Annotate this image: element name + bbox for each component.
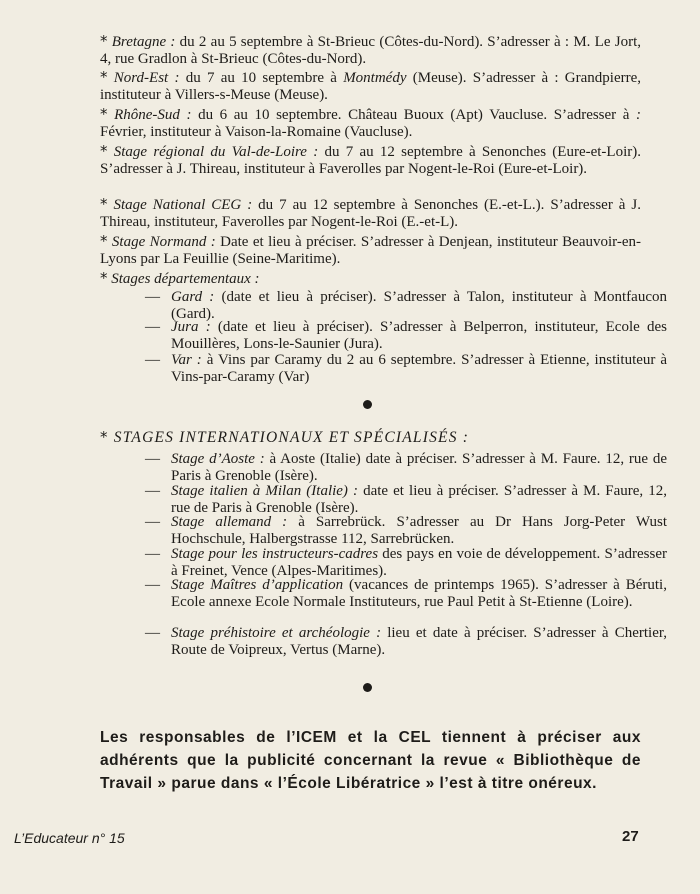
entry-colon: : — [636, 107, 642, 123]
intl-title: Stage pour les instructeurs-cadres — [171, 546, 379, 562]
intl-text: à Aoste (Italie) date à préciser. S’adresser à M. Faure. 12, rue de Paris à Grenoble (Isère). — [171, 451, 668, 484]
intl-title: Stage préhistoire et archéologie : — [171, 625, 382, 641]
journal-footer: L’Educateur n° 15 — [14, 830, 125, 846]
entry-text-2: (Meuse). S’adresser à : Grandpierre, instituteur à Villers-s-Meuse (Meuse). — [100, 70, 641, 103]
entry-text-2: Février, instituteur à Vaison-la-Romaine (Vaucluse). — [100, 124, 413, 140]
entry-nord-est: * Nord-Est : du 7 au 10 septembre à Montmédy (Meuse). S’adresser à : Grandpierre, instituteur à Villers-s-Meuse (Meuse). — [100, 68, 641, 103]
page-number: 27 — [622, 828, 639, 845]
entry-title: Nord-Est : — [113, 70, 180, 86]
dept-title: Gard : — [171, 289, 215, 305]
entry-national-ceg: * Stage National CEG : du 7 au 12 septembre à Senonches (E.-et-L.). S’adresser à J. Thireau, instituteur, Faverolles par Nogent-le-Roi (E.-et-L). — [100, 195, 641, 230]
entry-text: du 7 au 12 septembre à Senonches (Eure-et-Loir). S’adresser à J. Thireau, instituteur à Faverolles par Nogent-le-Roi (Eure-et-Loir). — [100, 144, 642, 177]
intl-prehistoire: — Stage préhistoire et archéologie : lieu et date à préciser. S’adresser à Chertier, Route de Voipreux, Vertus (Marne). — [145, 625, 667, 658]
entry-title: Stages départementaux : — [111, 271, 260, 287]
dept-text: (date et lieu à préciser). S’adresser à Talon, instituteur à Montfaucon (Gard). — [171, 289, 667, 322]
intl-instructeurs: — Stage pour les instructeurs-cadres des pays en voie de développement. S’adresser à Freinet, Vence (Alpes-Maritimes). — [145, 546, 667, 579]
intl-maitres-application: — Stage Maîtres d’application (vacances de printemps 1965). S’adresser à Béruti, Ecole annexe Ecole Normale Instituteurs, rue Paul Petit à St-Etienne (Loire). — [145, 577, 667, 610]
intl-title: Stage Maîtres d’application — [171, 577, 344, 593]
entry-text: du 6 au 10 septembre. Château Buoux (Apt) Vaucluse. S’adresser à — [191, 107, 637, 123]
entry-bretagne: * Bretagne : du 2 au 5 septembre à St-Brieuc (Côtes-du-Nord). S’adresser à : M. Le Jort, 4, rue Gradlon à St-Brieuc (Côtes-du-Nord). — [100, 32, 641, 67]
intl-milan: — Stage italien à Milan (Italie) : date et lieu à préciser. S’adresser à M. Faure, 12, rue de Paris à Grenoble (Isère). — [145, 483, 667, 516]
dept-text: (date et lieu à préciser). S’adresser à Belperron, instituteur, Ecole des Mouillères, Lons-le-Saunier (Jura). — [171, 319, 667, 352]
intl-title: Stage d’Aoste : — [171, 451, 265, 467]
entry-place: Montmédy — [343, 70, 407, 86]
entry-text: du 7 au 10 septembre à — [179, 70, 344, 86]
section-divider-dot — [363, 400, 372, 409]
entry-title: Rhône-Sud : — [114, 107, 192, 123]
entry-rhone-sud: * Rhône-Sud : du 6 au 10 septembre. Château Buoux (Apt) Vaucluse. S’adresser à : Février, instituteur à Vaison-la-Romaine (Vaucluse). — [100, 105, 642, 140]
dept-text: à Vins par Caramy du 2 au 6 septembre. S’adresser à Etienne, instituteur à Vins-par-Caramy (Var) — [171, 352, 667, 385]
entry-departementaux: * Stages départementaux : — [100, 269, 260, 287]
entry-title: Stage régional du Val-de-Loire : — [113, 144, 319, 160]
intl-allemand: — Stage allemand : à Sarrebrück. S’adresser au Dr Hans Jorg-Peter Wust Hochschule, Halbergstrasse 112, Sarrebrücken. — [145, 514, 667, 547]
section-divider-dot — [363, 683, 372, 692]
dept-title: Var : — [171, 352, 202, 368]
section-heading: * STAGES INTERNATIONAUX ET SPÉCIALISÉS : — [100, 428, 470, 446]
entry-val-de-loire: * Stage régional du Val-de-Loire : du 7 au 12 septembre à Senonches (Eure-et-Loir). S’adresser à J. Thireau, instituteur à Faverolles par Nogent-le-Roi (Eure-et-Loir). — [100, 142, 642, 177]
dept-gard: — Gard : (date et lieu à préciser). S’adresser à Talon, instituteur à Montfaucon (Gard). — [145, 289, 667, 322]
entry-normand: * Stage Normand : Date et lieu à préciser. S’adresser à Denjean, instituteur Beauvoir-en-Lyons par La Feuillie (Seine-Maritime). — [100, 232, 642, 267]
dept-var: — Var : à Vins par Caramy du 2 au 6 septembre. S’adresser à Etienne, instituteur à Vins-par-Caramy (Var) — [145, 352, 667, 385]
entry-text: Date et lieu à préciser. S’adresser à Denjean, instituteur Beauvoir-en-Lyons par La Feuillie (Seine-Maritime). — [100, 234, 642, 267]
entry-text: du 7 au 12 septembre à Senonches (E.-et-L.). S’adresser à J. Thireau, instituteur, Faverolles par Nogent-le-Roi (E.-et-L). — [100, 197, 641, 230]
entry-title: Stage Normand : — [111, 234, 216, 250]
intl-text: (vacances de printemps 1965). S’adresser à Béruti, Ecole annexe Ecole Normale Instituteurs, rue Paul Petit à St-Etienne (Loire). — [171, 577, 667, 610]
intl-text: à Sarrebrück. S’adresser au Dr Hans Jorg-Peter Wust Hochschule, Halbergstrasse 112, Sarrebrücken. — [171, 514, 667, 547]
entry-title: Bretagne : — [111, 34, 176, 50]
intl-title: Stage italien à Milan (Italie) : — [171, 483, 359, 499]
entry-text: du 2 au 5 septembre à St-Brieuc (Côtes-du-Nord). S’adresser à : M. Le Jort, 4, rue Gradlon à St-Brieuc (Côtes-du-Nord). — [100, 34, 641, 67]
intl-title: Stage allemand : — [171, 514, 288, 530]
dept-jura: — Jura : (date et lieu à préciser). S’adresser à Belperron, instituteur, Ecole des Mouillères, Lons-le-Saunier (Jura). — [145, 319, 667, 352]
notice-paragraph: Les responsables de l’ICEM et la CEL tiennent à préciser aux adhérents que la publicité concernant la revue « Bibliothèque de Travail » parue dans « l’École Libératrice » l’est à titre onéreux. — [100, 729, 641, 792]
intl-text: des pays en voie de développement. S’adresser à Freinet, Vence (Alpes-Maritimes). — [171, 546, 667, 579]
intl-text: date et lieu à préciser. S’adresser à M. Faure, 12, rue de Paris à Grenoble (Isère). — [171, 483, 667, 516]
dept-title: Jura : — [171, 319, 211, 335]
entry-title: Stage National CEG : — [113, 197, 253, 213]
intl-aoste: — Stage d’Aoste : à Aoste (Italie) date à préciser. S’adresser à M. Faure. 12, rue de Paris à Grenoble (Isère). — [145, 451, 668, 484]
intl-text: lieu et date à préciser. S’adresser à Chertier, Route de Voipreux, Vertus (Marne). — [171, 625, 667, 658]
